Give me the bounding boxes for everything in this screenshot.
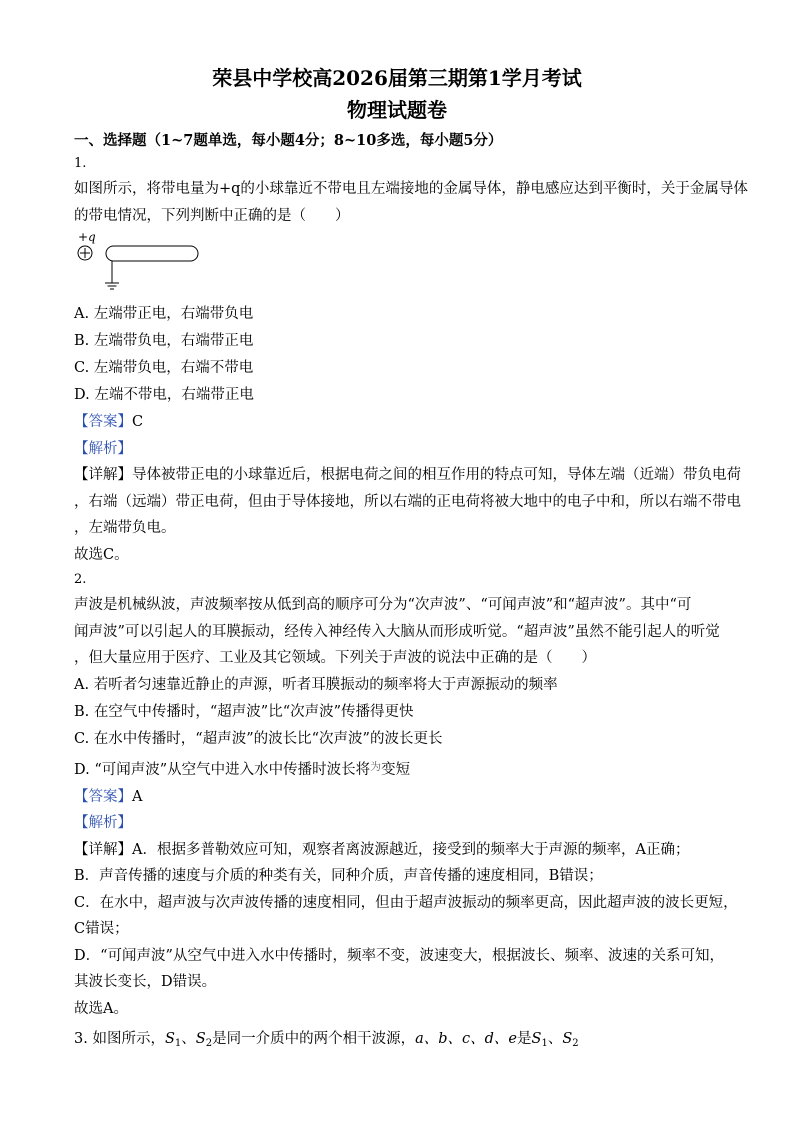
option-d: D. “可闻声波”从空气中进入水中传播时波长将$^为$变短 <box>74 759 411 778</box>
metal-conductor <box>106 246 198 261</box>
option-b: B. 左端带负电，右端带正电 <box>74 333 254 349</box>
answer-line <box>74 409 720 436</box>
detail-line: C错误； <box>74 921 129 937</box>
option-b: B. 在空气中传播时，“超声波”比“次声波”传播得更快 <box>74 703 414 720</box>
stray-mark: 为 <box>370 759 382 773</box>
question-number: 2. <box>74 572 87 587</box>
conductor-diagram <box>74 231 214 295</box>
detail-line: ，左端带负电。 <box>74 520 176 536</box>
question-number: 1. <box>74 156 87 171</box>
detail-line: 【详解】导体被带正电的小球靠近后，根据电荷之间的相互作用的特点可知，导体左端（近端）带负电荷 <box>74 467 741 483</box>
option-a: A. 若听者匀速靠近静止的声源，听者耳膜振动的频率将大于声源振动的频率 <box>74 676 558 693</box>
detail-tag: 【详解】 <box>74 467 132 483</box>
option-c: C. 左端带负电，右端不带电 <box>74 360 254 376</box>
detail-line: 其波长变长，D错误。 <box>74 974 217 990</box>
detail-line: C．在水中，超声波与次声波传播的速度相同，但由于超声波振动的频率更高，因此超声波的波长更短， <box>74 894 738 911</box>
question-stem: 3. 如图所示，$S_1$、$S_2$是同一介质中的两个相干波源，a、b、c、d、e是$S_1$、$S_2$ <box>74 1031 579 1049</box>
detail-line: D．“可闻声波”从空气中进入水中传播时，频率不变，波速变大，根据波长、频率、波速的关系可知， <box>74 947 724 964</box>
analysis-line <box>74 436 720 463</box>
answer-value: A <box>132 788 143 805</box>
section-heading: 一、选择题（1~7题单选，每小题4分；8~10多选，每小题5分） <box>74 132 503 149</box>
option-a: A. 左端带正电，右端带负电 <box>74 306 254 322</box>
question-stem: 的带电情况，下列判断中正确的是（ ） <box>74 207 350 224</box>
question-stem: 如图所示，将带电量为+q的小球靠近不带电且左端接地的金属导体，静电感应达到平衡时，关于金属导体 <box>74 181 748 197</box>
detail-line: 【详解】A．根据多普勒效应可知，观察者离波源越近，接受到的频率大于声源的频率，A正确； <box>74 841 690 858</box>
answer-value: C <box>132 414 144 430</box>
charge-label: +q <box>78 231 96 244</box>
answer-tag: 【答案】 <box>74 414 132 430</box>
option-d: D. 左端不带电，右端带正电 <box>74 387 254 403</box>
exam-subtitle: 物理试题卷 <box>347 98 447 122</box>
option-c: C. 在水中传播时，“超声波”的波长比“次声波”的波长更长 <box>74 730 443 747</box>
analysis-tag: 【解析】 <box>74 815 132 831</box>
analysis-line <box>74 810 720 837</box>
conclusion-line: 故选A。 <box>74 1000 128 1017</box>
answer-line <box>74 784 720 811</box>
conclusion-line: 故选C。 <box>74 546 129 563</box>
detail-line: ，右端（远端）带正电荷，但由于导体接地，所以右端的正电荷将被大地中的电子中和，所以右端不带电 <box>74 493 741 510</box>
exam-title: 荣县中学校高2026届第三期第1学月考试 <box>212 66 582 90</box>
analysis-tag: 【解析】 <box>74 440 132 457</box>
detail-line: B．声音传播的速度与介质的种类有关，同种介质，声音传播的速度相同，B错误； <box>74 868 603 884</box>
question-stem: ，但大量应用于医疗、工业及其它领域。下列关于声波的说法中正确的是（ ） <box>74 650 596 666</box>
q1-figure <box>74 231 720 295</box>
question-stem: 声波是机械纵波，声波频率按从低到高的顺序可分为“次声波”、“可闻声波”和“超声波”。其中“可 <box>74 597 692 613</box>
answer-tag: 【答案】 <box>74 788 132 805</box>
detail-tag: 【详解】 <box>74 841 132 858</box>
question-stem: 闻声波”可以引起人的耳膜振动，经传入神经传入大脑从而形成听觉。“超声波”虽然不能引起人的听觉 <box>74 623 720 640</box>
